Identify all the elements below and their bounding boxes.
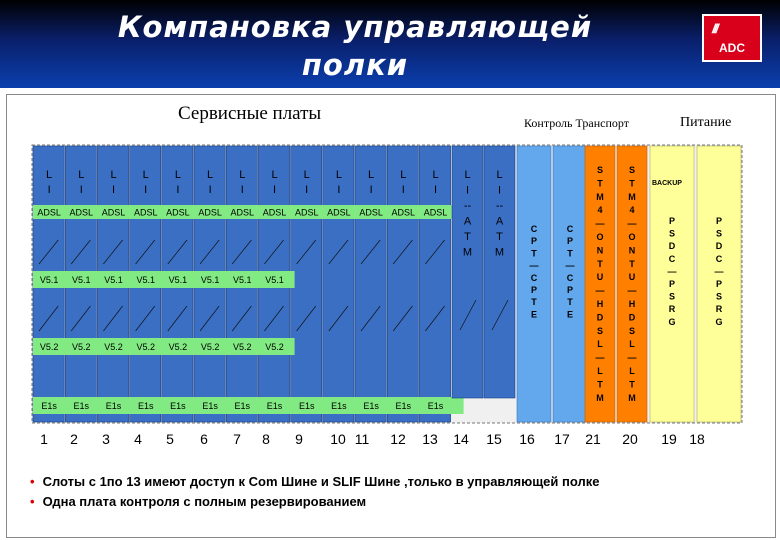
bullet-text: Слоты с 1по 13 имеют доступ к Com Шине и SLIF Шине ,только в управляющей полке	[42, 474, 600, 489]
slot-number: 2	[70, 431, 78, 447]
slot-number: 6	[200, 431, 208, 447]
adsl-label: ADSL	[198, 207, 222, 218]
v52-label: V5.2	[168, 342, 188, 352]
control-card-label: C	[566, 272, 574, 283]
control-card-label: T	[567, 297, 573, 308]
adsl-label: ADSL	[423, 207, 448, 218]
v51-label: V5.1	[233, 275, 252, 285]
transport-card-label: D	[596, 312, 604, 323]
line-card-label: L	[239, 169, 246, 181]
logo-mark: ///	[712, 21, 717, 36]
adsl-label: ADSL	[166, 207, 190, 218]
adsl-label: ADSL	[262, 207, 287, 218]
e1s-label: E1s	[427, 401, 444, 411]
line-card-label: L	[432, 169, 439, 181]
slot-number: 15	[486, 431, 502, 447]
power-card-label: S	[668, 291, 676, 302]
adsl-label: ADSL	[101, 207, 126, 218]
slot-number: 10	[330, 431, 346, 447]
power-card-label: —	[667, 266, 677, 277]
atm-card-label: I	[465, 184, 470, 197]
slot-number: 7	[233, 431, 241, 447]
transport-card-label: N	[628, 245, 636, 256]
line-card-label: I	[208, 184, 212, 196]
control-card-label: C	[530, 224, 538, 234]
line-card-label: I	[369, 184, 373, 196]
transport-card-label: U	[596, 272, 604, 283]
bullet-dot: •	[30, 494, 35, 509]
control-transport-label: Контроль Транспорт	[524, 116, 629, 130]
bullet-item	[30, 474, 599, 489]
transport-card-label: T	[629, 178, 635, 189]
transport-card-label: T	[597, 379, 603, 390]
bullet-text: Одна плата контроля с полным резервированием	[42, 494, 367, 509]
v52-label: V5.2	[104, 342, 123, 352]
line-card-label: L	[142, 169, 149, 181]
transport-card-label: T	[629, 258, 635, 269]
line-card-label: I	[79, 184, 83, 196]
adsl-label: ADSL	[391, 207, 416, 218]
logo-text: ADC	[719, 41, 745, 55]
control-card	[517, 146, 551, 422]
transport-card-label: D	[628, 312, 636, 323]
line-card-label: I	[111, 184, 116, 196]
transport-card-label: L	[629, 339, 635, 350]
atm-card-label: --	[463, 200, 472, 212]
v51-label: V5.1	[104, 275, 123, 285]
line-card-label: I	[272, 184, 277, 196]
transport-card-label: —	[627, 218, 637, 229]
slot-number: 13	[422, 431, 438, 447]
e1s-label: E1s	[73, 401, 90, 411]
power-card-label: G	[668, 316, 676, 327]
atm-card-label: A	[463, 215, 472, 228]
control-card	[553, 146, 587, 422]
service-cards-label: Сервисные платы	[178, 103, 322, 124]
line-card-label: L	[335, 169, 342, 181]
v52-label: V5.2	[265, 342, 284, 352]
transport-card-label: —	[595, 285, 605, 296]
transport-card-label: 4	[629, 205, 635, 216]
transport-card-label: N	[596, 245, 604, 256]
slot-number: 20	[622, 431, 638, 447]
bullet-item	[30, 494, 366, 509]
v51-label: V5.1	[168, 275, 188, 285]
v52-label: V5.2	[72, 342, 91, 352]
transport-card-label: S	[596, 325, 604, 336]
transport-card-label: —	[627, 285, 637, 296]
e1s-label: E1s	[331, 401, 347, 411]
transport-card-label: T	[597, 258, 603, 269]
v52-label: V5.2	[39, 342, 59, 352]
power-card-label: S	[715, 228, 723, 239]
line-card-label: I	[47, 184, 51, 196]
transport-card-label: S	[628, 165, 636, 175]
slot-number: 21	[585, 431, 601, 447]
transport-card-label: M	[628, 191, 636, 202]
slot-number: 4	[134, 431, 142, 447]
transport-card-label: O	[628, 232, 636, 242]
power-card-label: P	[668, 279, 676, 289]
control-card-label: T	[531, 297, 537, 308]
slot-number: 19	[661, 431, 677, 447]
control-card-label: C	[530, 272, 538, 283]
transport-card-label: T	[597, 178, 603, 189]
power-card-label: —	[714, 266, 724, 277]
line-card-label: I	[240, 184, 244, 196]
atm-card-label: M	[494, 246, 505, 259]
e1s-label: E1s	[266, 401, 283, 411]
atm-card-label: A	[495, 215, 504, 228]
adsl-label: ADSL	[133, 207, 158, 218]
line-card-label: L	[400, 169, 407, 181]
line-card-label: L	[174, 169, 181, 181]
adsl-label: ADSL	[69, 207, 94, 218]
transport-card-label: T	[629, 379, 635, 390]
slot-number: 16	[519, 431, 535, 447]
atm-card-label: T	[464, 231, 471, 243]
slot-number: 1	[40, 431, 48, 447]
adsl-label: ADSL	[37, 207, 61, 218]
e1s-label: E1s	[395, 401, 412, 411]
power-card-label: C	[715, 253, 723, 264]
transport-card-label: H	[628, 299, 636, 309]
v51-label: V5.1	[39, 275, 59, 285]
e1s-label: E1s	[298, 401, 315, 411]
atm-card-label: T	[496, 231, 503, 243]
line-card-label: I	[144, 184, 148, 196]
power-label: Питание	[680, 115, 732, 130]
line-card-label: I	[433, 184, 438, 196]
e1s-label: E1s	[234, 401, 251, 411]
line-card-label: L	[78, 169, 85, 181]
e1s-label: E1s	[202, 401, 218, 411]
power-card-label: G	[715, 316, 723, 327]
e1s-label: E1s	[137, 401, 154, 411]
line-card-label: I	[337, 184, 341, 196]
slot-number: 12	[390, 431, 406, 447]
slot-number: 18	[689, 431, 705, 447]
power-card-label: P	[668, 216, 676, 226]
control-card-label: E	[566, 309, 574, 320]
page-title-line: Компановка управляющей	[117, 10, 593, 44]
transport-card-label: —	[627, 352, 637, 363]
adsl-label: ADSL	[327, 207, 351, 218]
control-card-label: E	[530, 309, 538, 320]
line-card-label: L	[207, 169, 214, 181]
transport-card-label: S	[628, 325, 636, 336]
line-card-label: L	[46, 169, 53, 181]
slot-number: 3	[102, 431, 110, 447]
v51-label: V5.1	[265, 275, 284, 285]
atm-card-label: L	[496, 169, 503, 181]
e1s-label: E1s	[105, 401, 122, 411]
line-card-label: L	[271, 169, 278, 181]
transport-card-label: S	[596, 165, 604, 175]
control-card-label: C	[566, 224, 574, 234]
line-card-label: I	[305, 184, 309, 196]
power-card-label: P	[715, 279, 723, 289]
transport-card-label: U	[628, 272, 636, 283]
slot-number: 11	[354, 431, 370, 447]
line-card-label: L	[110, 169, 117, 181]
atm-card-label: M	[462, 246, 473, 259]
power-card-label: R	[715, 304, 723, 315]
adsl-label: ADSL	[294, 207, 319, 218]
transport-card-label: —	[595, 218, 605, 229]
transport-card-label: L	[597, 366, 603, 376]
atm-card-label: --	[495, 200, 504, 212]
power-card-label: D	[668, 241, 676, 252]
v51-label: V5.1	[136, 275, 155, 285]
control-card-label: P	[566, 285, 574, 295]
transport-card-label: M	[628, 392, 636, 403]
bullet-dot: •	[30, 474, 35, 489]
line-card-label: L	[303, 169, 310, 181]
transport-card-label: 4	[597, 205, 603, 216]
power-card-label: R	[668, 304, 676, 315]
slot-number: 14	[453, 431, 469, 447]
power-card-label: C	[668, 253, 676, 264]
backup-label: BACKUP	[652, 180, 682, 187]
transport-card-label: M	[596, 392, 604, 403]
transport-card-label: M	[596, 191, 604, 202]
control-card-label: P	[530, 285, 538, 295]
line-card-label: I	[176, 184, 180, 196]
line-card-label: I	[401, 184, 405, 196]
page-title-line: полки	[301, 48, 409, 82]
e1s-label: E1s	[41, 401, 57, 411]
v52-label: V5.2	[136, 342, 155, 352]
control-card-label: —	[565, 260, 575, 271]
transport-card-label: L	[597, 339, 603, 350]
adsl-label: ADSL	[359, 207, 383, 218]
v52-label: V5.2	[233, 342, 252, 352]
v51-label: V5.1	[200, 275, 220, 285]
line-card-label: L	[368, 169, 375, 181]
control-card-label: T	[567, 248, 573, 259]
slot-number: 8	[262, 431, 270, 447]
control-card-label: P	[566, 236, 574, 247]
slot-number: 9	[295, 431, 303, 447]
power-card-label: P	[715, 216, 723, 226]
v51-label: V5.1	[72, 275, 91, 285]
e1s-label: E1s	[363, 401, 379, 411]
power-card-label: S	[668, 228, 676, 239]
power-card-label: S	[715, 291, 723, 302]
transport-card-label: L	[629, 366, 635, 376]
transport-card-label: H	[596, 299, 604, 309]
e1s-label: E1s	[170, 401, 186, 411]
atm-card-label: L	[464, 169, 471, 181]
transport-card-label: —	[595, 352, 605, 363]
transport-card-label: O	[596, 232, 604, 242]
power-card-label: D	[715, 241, 723, 252]
slot-number: 5	[166, 431, 174, 447]
v52-label: V5.2	[200, 342, 220, 352]
control-card-label: P	[530, 236, 538, 247]
control-card-label: T	[531, 248, 537, 259]
control-card-label: —	[529, 260, 539, 271]
atm-card-label: I	[497, 184, 502, 197]
adsl-label: ADSL	[230, 207, 255, 218]
slot-number: 17	[554, 431, 570, 447]
